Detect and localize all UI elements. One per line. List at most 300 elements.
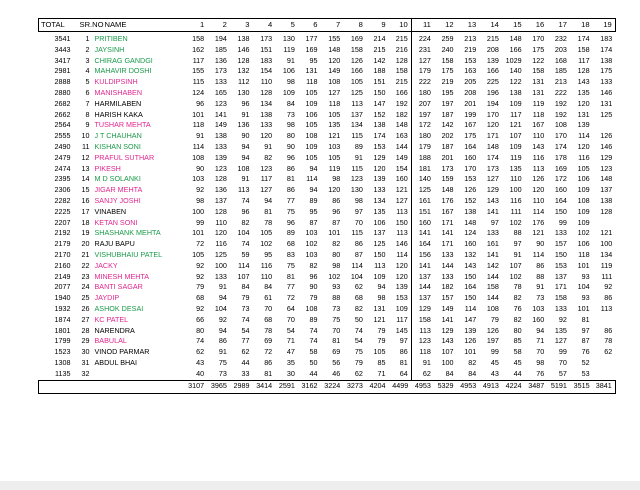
row-day-value: 135 (509, 163, 522, 173)
row-day-value: 95 (264, 249, 273, 259)
row-day-value: 174 (373, 131, 386, 141)
row-srno: 31 (81, 357, 90, 367)
row-day-value: 118 (578, 249, 590, 259)
row-day-value: 114 (351, 260, 363, 270)
row-day-value: 90 (286, 141, 295, 151)
row-day-value: 111 (601, 271, 613, 281)
row-day-value: 169 (554, 163, 567, 173)
row-day-value: 134 (350, 120, 363, 130)
row-day-value: 89 (309, 195, 318, 205)
row-day-value: 94 (264, 195, 273, 205)
row-day-value: 164 (554, 195, 567, 205)
row-day-value: 137 (418, 271, 431, 281)
row-day-value: 118 (192, 120, 205, 130)
row-day-value: 113 (374, 260, 386, 270)
row-day-value: 180 (418, 87, 431, 97)
row-srno: 21 (81, 249, 90, 259)
header-day: 17 (558, 19, 567, 29)
row-day-value: 66 (196, 314, 205, 324)
row-total: 2395 (54, 174, 71, 184)
row-day-value: 126 (600, 131, 613, 141)
row-day-value: 128 (577, 66, 590, 76)
row-day-value: 73 (286, 109, 295, 119)
row-day-value: 82 (513, 314, 522, 324)
row-day-value: 113 (351, 98, 363, 108)
row-day-value: 106 (373, 217, 386, 227)
row-day-value: 153 (464, 174, 477, 184)
row-day-value: 146 (600, 87, 613, 97)
row-day-value: 120 (577, 98, 590, 108)
row-day-value: 119 (283, 44, 295, 54)
row-day-value: 92 (558, 314, 567, 324)
row-day-value: 149 (328, 66, 341, 76)
table-row (39, 196, 616, 207)
row-day-value: 231 (418, 44, 431, 54)
row-day-value: 213 (554, 77, 567, 87)
row-day-value: 86 (389, 347, 412, 358)
row-day-value: 170 (532, 34, 545, 43)
row-day-value: 80 (513, 325, 522, 335)
row-day-value: 163 (389, 131, 412, 142)
row-name: JIGAR MEHTA (94, 185, 143, 195)
row-day-value: 157 (441, 293, 454, 303)
row-srno: 20 (81, 239, 90, 249)
row-day-value: 58 (309, 347, 318, 357)
row-day-value: 117 (260, 174, 273, 184)
row-day-value: 85 (513, 336, 522, 346)
row-day-value: 91 (196, 131, 205, 141)
row-day-value: 199 (464, 109, 477, 119)
row-day-value: 68 (286, 239, 295, 249)
row-day-value: 78 (513, 282, 522, 292)
bottom-scroll-strip (0, 481, 640, 490)
table-row (39, 207, 616, 218)
row-day-value: 69 (332, 347, 341, 357)
row-day-value: 82 (309, 260, 318, 270)
row-srno: 13 (81, 163, 90, 173)
row-total: 1135 (55, 368, 71, 378)
row-day-value: 89 (286, 228, 295, 238)
table-row (39, 369, 616, 380)
row-name: MINESH MEHTA (94, 271, 150, 281)
row-day-value: 172 (418, 120, 431, 130)
table-row (39, 336, 616, 347)
row-day-value: 117 (389, 315, 412, 326)
row-total: 2880 (54, 87, 71, 97)
row-day-value: 133 (373, 185, 386, 195)
column-total: 4224 (505, 381, 522, 391)
row-day-value: 152 (464, 195, 477, 205)
row-day-value: 109 (282, 87, 295, 97)
row-day-value: 105 (577, 163, 590, 173)
row-day-value: 80 (332, 249, 341, 259)
row-day-value: 82 (513, 293, 522, 303)
row-day-value: 100 (600, 239, 613, 249)
column-total: 4499 (392, 381, 409, 391)
row-day-value: 146 (600, 141, 613, 151)
row-day-value: 208 (486, 44, 499, 54)
row-day-value: 133 (260, 120, 273, 130)
row-day-value: 110 (260, 77, 273, 87)
row-day-value: 136 (214, 55, 227, 65)
row-name: BANTI SAGAR (94, 282, 143, 292)
row-day-value: 141 (486, 206, 499, 216)
row-day-value: 169 (305, 44, 318, 54)
row-day-value: 117 (578, 55, 590, 65)
row-day-value: 102 (328, 271, 341, 281)
row-day-value: 171 (486, 131, 499, 141)
row-day-value: 175 (600, 66, 613, 76)
header-name: NAME (104, 19, 127, 29)
header-day: 10 (389, 19, 412, 32)
header-row (39, 19, 616, 32)
row-day-value: 68 (354, 293, 363, 303)
row-day-value: 126 (464, 185, 477, 195)
row-day-value: 109 (389, 304, 412, 315)
row-day-value: 79 (196, 282, 205, 292)
row-day-value: 152 (373, 109, 386, 119)
row-day-value: 109 (509, 141, 522, 151)
row-day-value: 135 (373, 206, 386, 216)
row-day-value: 92 (196, 303, 205, 313)
row-day-value: 123 (214, 98, 227, 108)
row-day-value: 192 (389, 99, 412, 110)
row-day-value: 108 (554, 120, 567, 130)
row-total: 1801 (54, 325, 71, 335)
row-day-value: 156 (418, 249, 431, 259)
row-day-value: 141 (441, 228, 454, 238)
row-day-value: 107 (237, 271, 250, 281)
row-day-value: 194 (486, 98, 499, 108)
row-day-value: 103 (305, 249, 318, 259)
row-name: RAJU BAPU (94, 239, 135, 249)
row-day-value: 82 (241, 217, 250, 227)
row-day-value: 91 (422, 357, 431, 367)
row-day-value: 103 (328, 141, 341, 151)
row-day-value: 185 (554, 66, 567, 76)
row-day-value: 117 (510, 109, 522, 119)
table-row (39, 174, 616, 185)
row-day-value: 68 (264, 314, 273, 324)
row-day-value: 126 (486, 325, 499, 335)
table-row (39, 99, 616, 110)
row-day-value: 98 (196, 195, 205, 205)
row-day-value: 95 (309, 206, 318, 216)
totals-row (39, 380, 616, 393)
row-day-value: 141 (214, 109, 227, 119)
row-srno: 2 (85, 44, 90, 54)
row-day-value: 70 (354, 217, 363, 227)
column-total: 3965 (210, 381, 227, 391)
row-day-value: 158 (554, 293, 567, 303)
row-day-value: 76 (581, 347, 590, 357)
row-day-value: 146 (237, 44, 250, 54)
row-day-value: 89 (354, 141, 363, 151)
row-day-value: 93 (332, 282, 341, 292)
row-day-value: 148 (389, 120, 412, 131)
row-day-value: 164 (464, 282, 477, 292)
table-row (39, 228, 616, 239)
row-day-value: 141 (486, 249, 499, 259)
row-day-value: 158 (389, 66, 412, 77)
row-day-value: 166 (486, 66, 499, 76)
row-day-value: 127 (260, 185, 273, 195)
row-day-value: 259 (441, 34, 454, 43)
row-day-value: 96 (241, 206, 250, 216)
row-day-value: 158 (192, 34, 205, 43)
row-day-value: 106 (577, 174, 590, 184)
row-day-value: 112 (238, 77, 250, 87)
row-day-value: 98 (286, 77, 295, 87)
row-day-value: 91 (241, 174, 250, 184)
row-day-value: 155 (192, 66, 205, 76)
row-day-value: 134 (600, 249, 613, 259)
row-day-value: 95 (309, 55, 318, 65)
row-day-value: 114 (238, 260, 250, 270)
column-total: 4953 (414, 381, 431, 391)
column-total: 2989 (233, 381, 250, 391)
row-day-value: 170 (464, 163, 477, 173)
row-day-value: 123 (350, 174, 363, 184)
row-day-value: 82 (468, 357, 477, 367)
row-name: NARENDRA (94, 325, 135, 335)
row-day-value: 120 (389, 272, 412, 283)
row-day-value: 62 (354, 282, 363, 292)
row-day-value: 143 (532, 141, 545, 151)
row-day-value: 113 (532, 163, 545, 173)
row-day-value: 91 (241, 109, 250, 119)
row-day-value: 138 (214, 131, 227, 141)
row-day-value: 107 (509, 131, 522, 141)
row-day-value: 96 (286, 217, 295, 227)
table-row (39, 261, 616, 272)
row-day-value: 116 (510, 195, 522, 205)
row-day-value: 98 (354, 195, 363, 205)
table-row (39, 239, 616, 250)
row-day-value: 74 (309, 336, 318, 346)
row-day-value: 118 (419, 347, 431, 357)
row-day-value: 61 (264, 293, 273, 303)
row-day-value: 137 (418, 293, 431, 303)
table-row (39, 218, 616, 229)
table-row (39, 153, 616, 164)
row-day-value: 128 (600, 206, 613, 216)
row-day-value: 114 (389, 250, 412, 261)
row-day-value: 118 (328, 98, 341, 108)
table-row (39, 131, 616, 142)
row-day-value: 120 (214, 228, 227, 238)
row-day-value: 131 (373, 303, 386, 313)
header-day: 18 (581, 19, 590, 29)
header-day: 13 (467, 19, 477, 29)
row-day-value: 138 (600, 195, 613, 205)
row-day-value: 122 (509, 77, 522, 87)
row-day-value: 100 (192, 206, 205, 216)
row-name: MAHAVIR DOSHI (94, 66, 152, 76)
row-day-value: 94 (309, 163, 318, 173)
row-day-value: 84 (286, 98, 295, 108)
row-day-value: 96 (286, 152, 295, 162)
table-row (39, 110, 616, 121)
row-day-value: 154 (260, 66, 273, 76)
row-day-value: 173 (441, 163, 454, 173)
row-day-value: 160 (554, 185, 567, 195)
row-day-value: 179 (418, 141, 431, 151)
row-day-value: 131 (532, 77, 545, 87)
row-total: 2555 (54, 131, 71, 141)
row-day-value: 175 (532, 44, 545, 54)
row-day-value: 148 (486, 141, 499, 151)
row-day-value: 105 (328, 109, 341, 119)
row-day-value: 153 (464, 55, 477, 65)
row-day-value: 139 (464, 325, 477, 335)
header-day: 7 (335, 19, 341, 29)
row-day-value: 75 (332, 314, 341, 324)
row-day-value: 94 (309, 185, 318, 195)
row-day-value: 107 (441, 347, 454, 357)
row-srno: 1 (85, 34, 90, 43)
row-day-value: 163 (464, 66, 477, 76)
row-name: PIKESH (94, 163, 121, 173)
row-day-value: 56 (332, 357, 341, 367)
row-day-value: 172 (554, 174, 567, 184)
row-day-value: 150 (554, 206, 567, 216)
row-day-value: 74 (241, 314, 250, 324)
row-day-value: 129 (418, 303, 431, 313)
row-day-value: 33 (241, 368, 250, 378)
row-total: 2981 (54, 66, 71, 76)
row-day-value: 84 (241, 282, 250, 292)
row-day-value: 174 (577, 34, 590, 43)
row-day-value: 160 (464, 239, 477, 249)
row-day-value: 77 (241, 336, 250, 346)
row-day-value: 160 (464, 152, 477, 162)
row-day-value: 108 (577, 195, 590, 205)
row-day-value: 143 (577, 77, 590, 87)
row-day-value: 106 (282, 66, 295, 76)
row-day-value: 87 (354, 249, 363, 259)
row-day-value: 99 (490, 347, 499, 357)
row-srno: 26 (81, 303, 90, 313)
header-day: 14 (490, 19, 499, 29)
row-day-value: 58 (513, 347, 522, 357)
row-day-value: 121 (532, 228, 545, 238)
header-day: 9 (381, 19, 386, 29)
row-day-value: 94 (241, 152, 250, 162)
header-day: 15 (513, 19, 522, 29)
row-day-value: 93 (581, 293, 590, 303)
row-day-value: 45 (490, 357, 499, 367)
row-day-value: 128 (260, 87, 273, 97)
row-day-value: 62 (354, 368, 363, 378)
row-day-value: 113 (389, 228, 412, 239)
row-day-value: 108 (305, 303, 318, 313)
header-total: TOTAL (41, 19, 65, 29)
row-day-value: 126 (532, 174, 545, 184)
row-day-value: 117 (192, 55, 205, 65)
row-day-value: 121 (389, 185, 412, 196)
row-day-value: 68 (196, 293, 205, 303)
totals-label-spacer (39, 380, 185, 393)
table-row (39, 142, 616, 153)
row-day-value: 100 (509, 185, 522, 195)
row-day-value: 75 (286, 206, 295, 216)
row-day-value: 122 (532, 55, 545, 65)
row-day-value: 101 (464, 347, 477, 357)
row-day-value: 115 (351, 228, 363, 238)
row-day-value: 86 (286, 185, 295, 195)
row-day-value: 89 (309, 314, 318, 324)
row-day-value: 54 (354, 336, 363, 346)
row-day-value: 102 (509, 271, 522, 281)
table-row (39, 282, 616, 293)
row-day-value: 138 (237, 34, 250, 43)
row-day-value: 123 (214, 163, 227, 173)
row-day-value: 158 (577, 44, 590, 54)
row-day-value: 123 (600, 163, 613, 173)
row-total: 2170 (54, 249, 71, 259)
row-day-value: 78 (604, 336, 613, 346)
row-day-value: 128 (214, 206, 227, 216)
row-day-value: 171 (441, 239, 454, 249)
row-day-value: 157 (554, 239, 567, 249)
row-day-value: 110 (510, 174, 522, 184)
row-srno: 28 (81, 325, 90, 335)
row-day-value: 138 (509, 87, 522, 97)
row-srno: 3 (85, 55, 90, 65)
row-day-value: 1029 (505, 55, 522, 65)
row-day-value: 91 (536, 282, 545, 292)
row-day-value: 145 (389, 326, 412, 337)
row-name: TUSHAR MEHTA (94, 120, 151, 130)
row-day-value: 101 (328, 228, 341, 238)
row-day-value: 73 (536, 293, 545, 303)
row-day-value: 126 (464, 336, 477, 346)
row-total: 1940 (54, 293, 71, 303)
row-day-value: 59 (241, 249, 250, 259)
row-day-value: 119 (510, 152, 522, 162)
row-day-value: 76 (513, 303, 522, 313)
row-name: ASHOK DESAI (94, 303, 144, 313)
row-day-value: 97 (513, 239, 522, 249)
row-day-value: 71 (286, 336, 295, 346)
row-srno: 8 (85, 109, 90, 119)
row-day-value: 90 (241, 131, 250, 141)
row-day-value: 104 (577, 282, 590, 292)
column-total: 4913 (482, 381, 499, 391)
row-day-value: 119 (600, 260, 613, 270)
table-row (39, 358, 616, 369)
row-total: 2306 (54, 185, 71, 195)
row-day-value: 150 (373, 249, 386, 259)
row-day-value: 104 (237, 228, 250, 238)
row-day-value: 139 (486, 55, 499, 65)
row-day-value: 118 (306, 77, 318, 87)
row-day-value: 86 (604, 293, 613, 303)
row-day-value: 81 (264, 206, 273, 216)
row-day-value: 75 (218, 357, 227, 367)
row-day-value: 64 (286, 303, 295, 313)
row-day-value: 120 (532, 185, 545, 195)
row-day-value: 43 (196, 357, 205, 367)
table-row (39, 120, 616, 131)
row-day-value: 109 (305, 141, 318, 151)
row-day-value: 80 (196, 325, 205, 335)
row-day-value: 127 (389, 196, 412, 207)
row-day-value: 173 (260, 34, 273, 43)
row-day-value: 130 (282, 34, 295, 43)
row-name: SHASHANK MEHTA (94, 228, 161, 238)
